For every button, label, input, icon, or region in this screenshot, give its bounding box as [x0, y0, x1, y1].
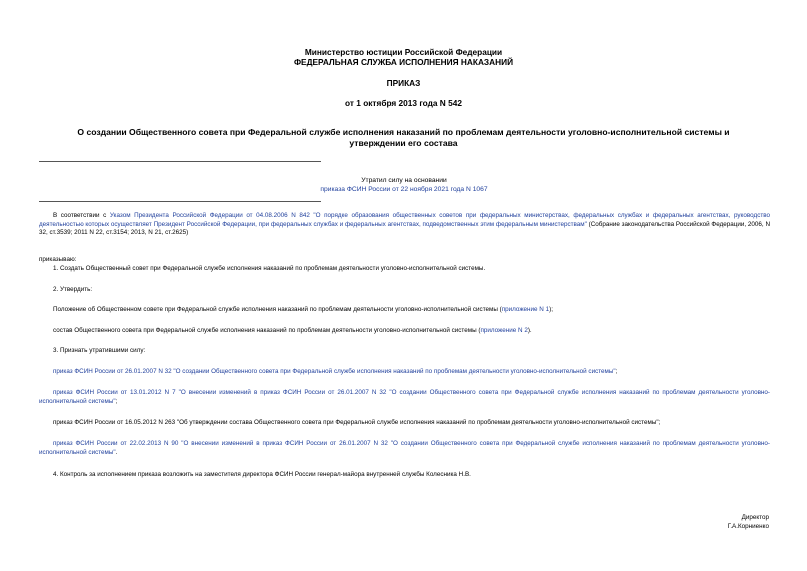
preamble-prefix: В соответствии с — [53, 212, 110, 219]
item-3: 3. Признать утратившими силу: — [53, 347, 146, 354]
repealed-order-link[interactable]: приказ ФСИН России от 22.02.2013 N 90 "О внесении изменений в приказ ФСИН России от 26.01.2007 N 32 "О создании Общественного совета при Федеральной службе исполнения наказаний по проблемам деятельности уголовно-исполнительной системы" — [39, 440, 770, 456]
preamble-suffix: (Собрание законодательства Российской Федерации, 2006, N 32, ст.3539; 2011 N 22, ст.3154; 2013, N 21, ст.2625) — [39, 220, 771, 236]
signature-name: Г.А.Корниенко — [727, 523, 769, 530]
document-date-number: от 1 октября 2013 года N 542 — [345, 98, 462, 108]
item-2-regulation: Положение об Общественном совете при Федеральной службе исполнения наказаний по проблемам деятельности уголовно-исполнительной системы (приложение N 1); — [53, 306, 553, 313]
signature-position: Директор — [741, 514, 769, 521]
repeal-note — [39, 176, 769, 194]
document-title — [36, 127, 771, 149]
presidential-decree-link[interactable]: Указом Президента Российской Федерации от 04.08.2006 N 842 "О порядке образования общественных советов при федеральных министерствах, федеральных службах и федеральных агентствах, руководство деятельностью которых осуществляет Президент Российской Федерации, при федеральных службах и федеральных агентствах, подведомственных этим федеральным министерствам" — [39, 212, 771, 228]
ministry-name: Министерство юстиции Российской Федерации — [304, 47, 503, 57]
appendix-1-link[interactable]: приложение N 1 — [501, 306, 550, 313]
repeal-order-link[interactable]: приказа ФСИН России от 22 ноября 2021 года N 1067 — [320, 186, 488, 193]
title-line: О создании Общественного совета при Федеральной службе исполнения наказаний по проблемам деятельности уголовно-исполнительной системы и — [77, 127, 730, 137]
repealed-order-4: приказ ФСИН России от 22.02.2013 N 90 "О внесении изменений в приказ ФСИН России от 26.01.2007 N 32 "О создании Общественного совета при Федеральной службе исполнения наказаний по проблемам деятельности уголовно-исполнительной системы". — [39, 440, 770, 456]
repealed-order-2: приказ ФСИН России от 13.01.2012 N 7 "О внесении изменений в приказ ФСИН России от 26.01.2007 N 32 "О создании Общественного совета при Федеральной службе исполнения наказаний по проблемам деятельности уголовно-исполнительной системы"; — [39, 389, 770, 405]
preamble-paragraph — [39, 212, 770, 238]
item-2-composition: состав Общественного совета при Федеральной службе исполнения наказаний по проблемам деятельности уголовно-исполнительной системы (приложение N 2). — [53, 327, 532, 334]
title-line: утверждении его состава — [349, 138, 458, 148]
repeal-note-text: Утратил силу на основании — [361, 177, 447, 184]
service-name: ФЕДЕРАЛЬНАЯ СЛУЖБА ИСПОЛНЕНИЯ НАКАЗАНИЙ — [293, 57, 514, 67]
item-2: 2. Утвердить: — [53, 286, 93, 293]
divider-bottom — [39, 201, 321, 202]
item-1: 1. Создать Общественный совет при Федеральной службе исполнения наказаний по проблемам деятельности уголовно-исполнительной системы. — [53, 265, 486, 272]
repealed-order-link[interactable]: приказ ФСИН России от 13.01.2012 N 7 "О внесении изменений в приказ ФСИН России от 26.01.2007 N 32 "О создании Общественного совета при Федеральной службе исполнения наказаний по проблемам деятельности уголовно-исполнительной системы" — [39, 389, 770, 405]
document-type: ПРИКАЗ — [386, 78, 421, 88]
appendix-2-link[interactable]: приложение N 2 — [480, 327, 528, 334]
order-word: приказываю: — [39, 256, 77, 263]
repealed-order-1: приказ ФСИН России от 26.01.2007 N 32 "О создании Общественного совета при Федеральной службе исполнения наказаний по проблемам деятельности уголовно-исполнительной системы"; — [53, 368, 618, 375]
divider-top — [39, 161, 321, 162]
item-4: 4. Контроль за исполнением приказа возложить на заместителя директора ФСИН России генерал-майора внутренней службы Колесника Н.В. — [53, 471, 471, 478]
repealed-order-3: приказ ФСИН России от 16.05.2012 N 263 "Об утверждении состава Общественного совета при Федеральной службе исполнения наказаний по проблемам деятельности уголовно-исполнительной системы"; — [53, 419, 661, 426]
repealed-order-link[interactable]: приказ ФСИН России от 26.01.2007 N 32 "О создании Общественного совета при Федеральной службе исполнения наказаний по проблемам деятельности уголовно-исполнительной системы" — [53, 368, 616, 375]
